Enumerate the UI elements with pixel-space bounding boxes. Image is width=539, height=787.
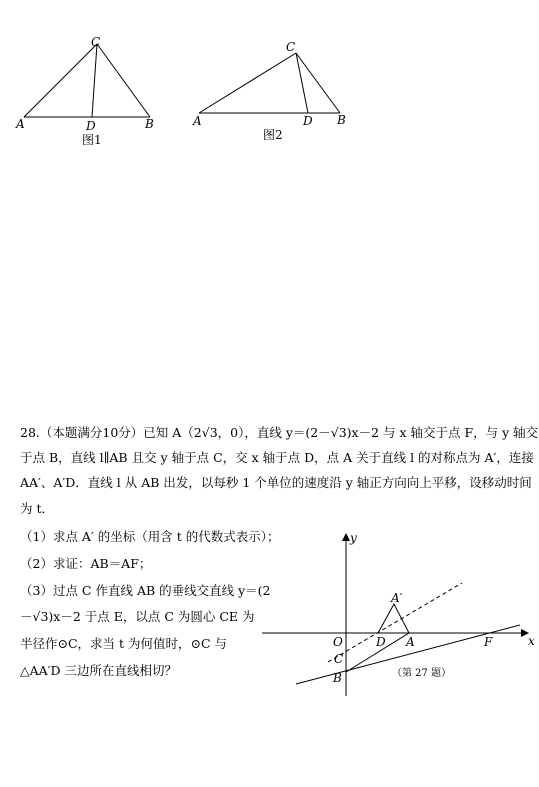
segment-bc xyxy=(97,44,150,117)
fig1-label-c: C xyxy=(91,35,101,49)
triangle-aad xyxy=(378,604,409,633)
segment-cd xyxy=(92,44,97,117)
question-3-line-2: －√3)x－2 于点 E，以点 C 为圆心 CE 为 xyxy=(20,609,255,624)
segment-bc xyxy=(296,53,340,113)
fig2-label-a: A xyxy=(193,114,202,128)
segment-ac xyxy=(24,44,97,117)
fig27-label-o: O xyxy=(333,635,343,649)
fig27-caption: （第 27 题） xyxy=(392,668,452,679)
fig2-label-d: D xyxy=(303,114,313,128)
fig1-label-a: A xyxy=(16,117,25,131)
fig27-label-a: A xyxy=(406,635,415,649)
problem-28-line-2: 于点 B，直线 l∥AB 且交 y 轴于点 C，交 x 轴于点 D，点 A 关于直线 l 的对称点为 A′，连接 xyxy=(20,450,534,465)
figure-2 xyxy=(199,53,340,113)
fig27-label-f: F xyxy=(484,635,493,649)
fig1-label-d: D xyxy=(86,119,96,133)
question-2: （2）求证：AB＝AF； xyxy=(20,556,152,571)
question-3-line-4: △AA′D 三边所在直线相切？ xyxy=(20,663,178,678)
fig2-label-b: B xyxy=(337,113,346,127)
fig2-label-c: C xyxy=(286,40,296,54)
problem-28-line-1: 28.（本题满分10分）已知 A（2√3，0），直线 y＝(2－√3)x－2 与 x 轴交于点 F，与 y 轴交 xyxy=(20,425,539,440)
problem-28-line-3: AA′、A′D．直线 l 从 AB 出发，以每秒 1 个单位的速度沿 y 轴正方向向上平移，设移动时间 xyxy=(20,475,532,490)
fig27-label-c: C xyxy=(334,652,344,666)
question-3-line-3: 半径作⊙C，求当 t 为何值时，⊙C 与 xyxy=(20,636,228,651)
problem-28-line-4: 为 t． xyxy=(20,501,54,516)
figure-1 xyxy=(24,44,150,117)
fig27-label-b: B xyxy=(333,671,342,685)
question-3-line-1: （3）过点 C 作直线 AB 的垂线交直线 y＝(2 xyxy=(20,583,271,598)
fig1-caption: 图1 xyxy=(82,133,102,147)
segment-ac xyxy=(199,53,296,113)
fig27-label-d: D xyxy=(376,635,386,649)
question-1: （1）求点 A′ 的坐标（用含 t 的代数式表示）； xyxy=(20,529,280,544)
fig27-label-x: x xyxy=(528,634,535,648)
fig2-caption: 图2 xyxy=(263,128,283,142)
fig27-label-y: y xyxy=(350,531,357,545)
fig27-label-a-prime: A′ xyxy=(391,591,403,605)
fig1-label-b: B xyxy=(145,117,154,131)
